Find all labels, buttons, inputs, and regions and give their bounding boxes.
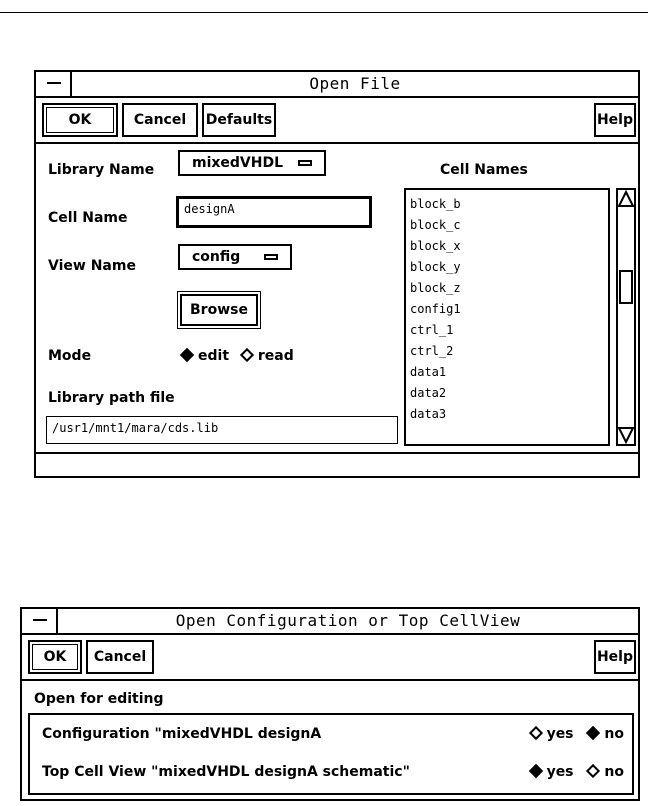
list-item[interactable]: block_c	[410, 218, 461, 232]
defaults-button[interactable]: Defaults	[202, 103, 276, 137]
view-name-value: config	[192, 249, 241, 265]
scrollbar-thumb[interactable]	[619, 270, 633, 304]
top-cell-view-radio-group	[527, 764, 624, 780]
window-menu-button[interactable]	[36, 72, 72, 96]
view-name-select[interactable]	[178, 244, 292, 270]
list-item[interactable]: data1	[410, 365, 447, 379]
list-item[interactable]: data3	[410, 407, 447, 421]
ok-button[interactable]: OK	[42, 103, 118, 137]
configuration-no-radio[interactable]	[584, 726, 624, 742]
configuration-radio-group	[527, 726, 624, 742]
library-path-label: Library path file	[48, 390, 175, 406]
help-button[interactable]: Help	[594, 640, 636, 674]
configuration-label: Configuration "mixedVHDL designA	[42, 726, 322, 742]
cyclic-indicator-icon	[298, 160, 312, 166]
library-name-select[interactable]	[178, 150, 326, 176]
top-cell-view-yes-radio[interactable]	[527, 764, 574, 780]
top-cell-view-yes-label: yes	[546, 764, 574, 780]
library-name-value: mixedVHDL	[192, 155, 284, 171]
open-config-titlebar	[22, 609, 638, 635]
diamond-filled-icon	[586, 726, 600, 740]
list-item[interactable]: block_b	[410, 197, 461, 211]
cell-name-label: Cell Name	[48, 210, 128, 226]
scroll-down-arrow-icon[interactable]	[618, 426, 634, 444]
mode-read-label: read	[257, 348, 294, 364]
open-config-toolbar	[22, 635, 638, 681]
window-menu-button[interactable]	[22, 609, 58, 633]
open-for-editing-panel	[28, 713, 634, 795]
open-config-title: Open Configuration or Top CellView	[175, 611, 521, 630]
scroll-up-arrow-icon[interactable]	[618, 190, 634, 208]
page-top-rule	[0, 12, 648, 13]
library-name-label: Library Name	[48, 162, 155, 178]
window-menu-icon	[47, 82, 61, 84]
browse-button[interactable]: Browse	[180, 294, 258, 326]
open-config-window	[20, 607, 640, 801]
diamond-filled-icon	[528, 764, 542, 778]
cell-names-list[interactable]	[404, 188, 610, 446]
open-for-editing-label: Open for editing	[34, 691, 164, 707]
configuration-yes-label: yes	[546, 726, 574, 742]
open-file-toolbar	[36, 98, 638, 144]
top-cell-view-no-label: no	[604, 764, 624, 780]
mode-edit-label: edit	[198, 348, 230, 364]
mode-read-radio[interactable]	[238, 348, 294, 364]
list-item[interactable]: data2	[410, 386, 447, 400]
list-item[interactable]: block_z	[410, 281, 461, 295]
list-item[interactable]: ctrl_2	[410, 344, 454, 358]
mode-radio-group	[178, 348, 294, 364]
top-cell-view-row	[42, 761, 624, 785]
help-button[interactable]: Help	[594, 103, 636, 137]
cyclic-indicator-icon	[264, 254, 278, 260]
diamond-empty-icon	[586, 764, 600, 778]
top-cell-view-label: Top Cell View "mixedVHDL designA schematic"	[42, 764, 410, 780]
window-menu-icon	[33, 619, 47, 621]
cell-names-header: Cell Names	[440, 162, 528, 178]
open-file-window	[34, 70, 640, 478]
mode-label: Mode	[48, 348, 92, 364]
diamond-filled-icon	[180, 348, 194, 362]
list-item[interactable]: ctrl_1	[410, 323, 454, 337]
open-file-footer-divider	[36, 452, 638, 454]
list-item[interactable]: block_y	[410, 260, 461, 274]
cancel-button[interactable]: Cancel	[86, 640, 154, 674]
top-cell-view-no-radio[interactable]	[584, 764, 624, 780]
ok-button[interactable]: OK	[28, 640, 82, 674]
library-path-input[interactable]: /usr1/mnt1/mara/cds.lib	[46, 416, 398, 444]
configuration-row	[42, 723, 624, 747]
mode-edit-radio[interactable]	[178, 348, 229, 364]
view-name-label: View Name	[48, 258, 136, 274]
list-item[interactable]: config1	[410, 302, 461, 316]
cancel-button[interactable]: Cancel	[122, 103, 198, 137]
list-item[interactable]: block_x	[410, 239, 461, 253]
cell-names-scrollbar[interactable]	[616, 188, 636, 446]
diamond-empty-icon	[240, 348, 254, 362]
open-file-titlebar	[36, 72, 638, 98]
cell-name-input[interactable]: designA	[176, 196, 372, 228]
configuration-yes-radio[interactable]	[527, 726, 574, 742]
diamond-empty-icon	[528, 726, 542, 740]
configuration-no-label: no	[604, 726, 624, 742]
open-file-title: Open File	[309, 74, 401, 93]
